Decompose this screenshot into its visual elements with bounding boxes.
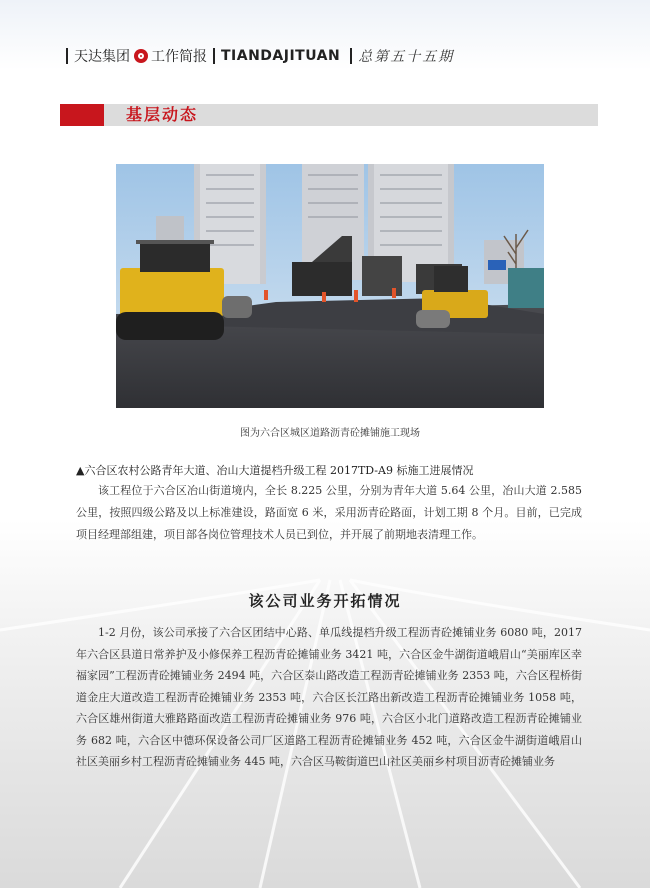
brand-english: TIANDAJITUAN	[221, 48, 341, 64]
header-divider	[213, 48, 215, 64]
construction-photo	[116, 164, 544, 408]
section-title: 基层动态	[126, 105, 199, 124]
banner-accent	[60, 104, 104, 126]
publication-name: 工作简报	[151, 49, 207, 65]
project-heading: ▲六合区农村公路青年大道、冶山大道提档升级工程 2017TD-A9 标施工进展情况	[76, 464, 474, 477]
business-title: 该公司业务开拓情况	[248, 592, 402, 610]
issue-number: 总第五十五期	[358, 49, 455, 65]
business-body: 1-2 月份，该公司承接了六合区团结中心路、单瓜线提档升级工程沥青砼摊铺业务 6080 吨，2017 年六合区县道日常养护及小修保养工程沥青砼摊铺业务 3421 吨，六合区金牛湖街道峨眉山“美丽库区幸福家园”工程沥青砼摊铺业务 2494 吨，六合区泰山路改造工程沥青砼摊铺业务 2353 吨，六合区程桥街道金庄大道改造工程沥青砼摊铺业务 2353 吨，六合区长江路出新改造工程沥青砼摊铺业务 1058 吨，六合区雄州街道大雅路路面改造工程沥青砼摊铺业务 976 吨，六合区小北门道路改造工程沥青砼摊铺业务 682 吨，六合区中德环保设备公司厂区道路工程沥青砼摊铺业务 452 吨，六合区金牛湖街道峨眉山社区美丽乡村工程沥青砼摊铺业务 445 吨，六合区马鞍街道巴山社区美丽乡村项目沥青砼摊铺业务	[76, 626, 582, 768]
header-divider	[350, 48, 352, 64]
header-divider	[66, 48, 68, 64]
company-name: 天达集团	[74, 49, 130, 65]
project-body: 该工程位于六合区冶山街道境内，全长 8.225 公里，分别为青年大道 5.64 公里，冶山大道 2.585 公里，按照四级公路及以上标准建设，路面宽 6 米，采用沥青砼路面，计划工期 8 个月。目前，已完成项目经理部组建，项目部各岗位管理技术人员已到位，并开展了前期地表清理工作。	[76, 484, 582, 541]
photo-caption: 图为六合区城区道路沥青砼摊铺施工现场	[240, 428, 420, 439]
company-logo-icon	[134, 49, 148, 63]
page-header	[60, 46, 454, 66]
section-banner	[60, 104, 598, 126]
